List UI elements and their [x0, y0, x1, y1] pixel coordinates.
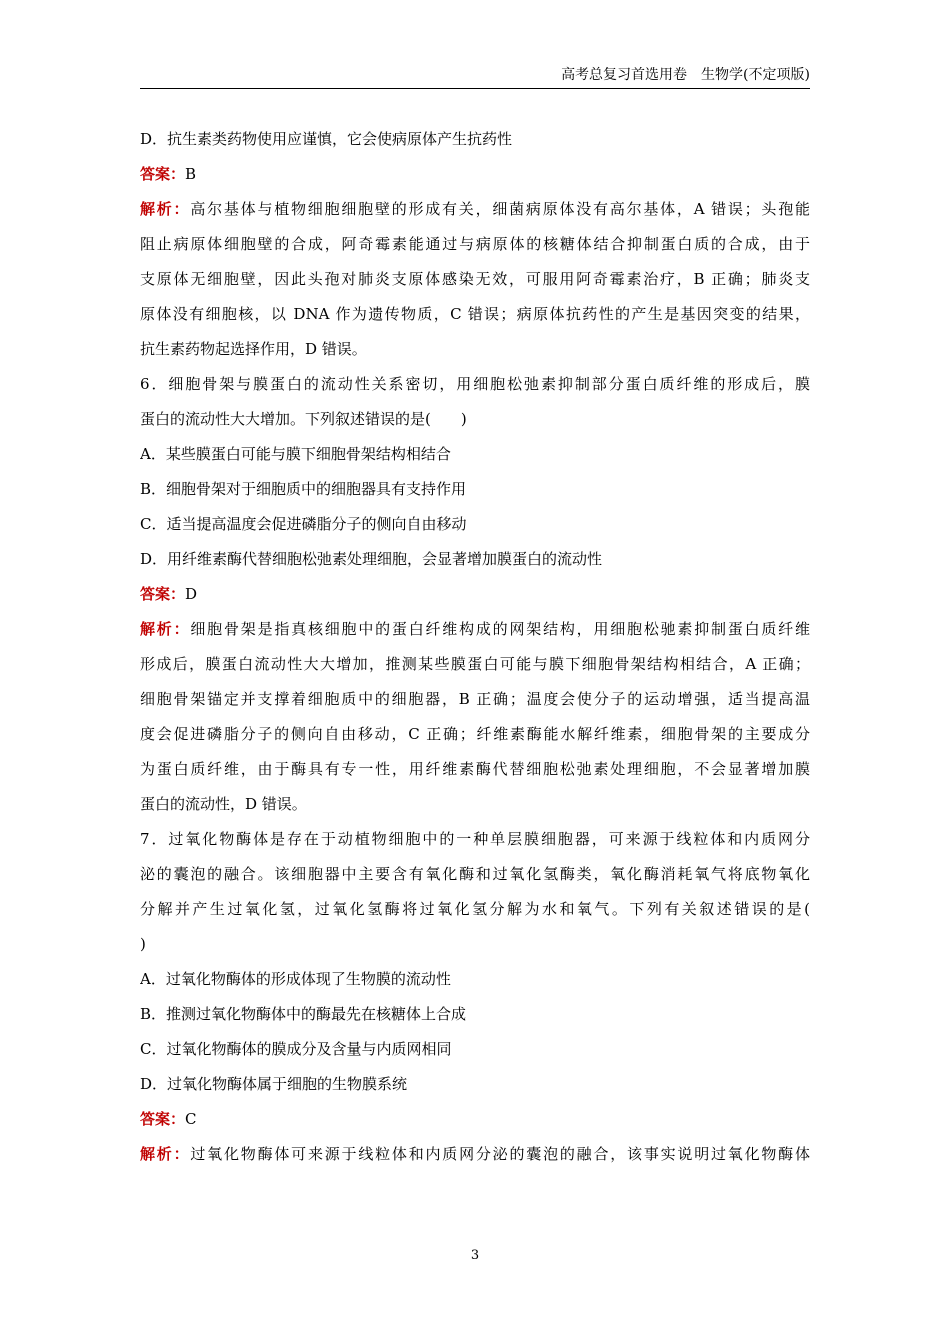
q6-option-b: B．细胞骨架对于细胞质中的细胞器具有支持作用 [140, 480, 467, 498]
document-body [140, 122, 810, 1172]
q6-analysis-line: 形成后，膜蛋白流动性大大增加，推测某些膜蛋白可能与膜下细胞骨架结构相结合，A 正确； [140, 655, 810, 673]
answer-value: B [185, 165, 197, 183]
q5-option-d: D．抗生素类药物使用应谨慎，它会使病原体产生抗药性 [140, 130, 513, 148]
answer-value: D [185, 585, 198, 603]
analysis-text: 细胞骨架是指真核细胞中的蛋白纤维构成的网架结构，用细胞松驰素抑制蛋白质纤维 [190, 620, 810, 638]
q6-option-d: D．用纤维素酶代替细胞松弛素处理细胞，会显著增加膜蛋白的流动性 [140, 550, 603, 568]
page-header: 高考总复习首选用卷 生物学(不定项版) [561, 67, 810, 83]
q7-option-d: D．过氧化物酶体属于细胞的生物膜系统 [140, 1075, 408, 1093]
q7-answer [140, 1102, 810, 1137]
q5-analysis-line: 支原体无细胞壁，因此头孢对肺炎支原体感染无效，可服用阿奇霉素治疗，B 正确；肺炎支 [140, 270, 810, 288]
answer-value: C [185, 1110, 197, 1128]
q5-answer [140, 157, 810, 192]
q6-analysis-line [140, 612, 810, 647]
q6-answer [140, 577, 810, 612]
q7-option-b: B．推测过氧化物酶体中的酶最先在核糖体上合成 [140, 1005, 467, 1023]
q6-analysis-line: 蛋白的流动性，D 错误。 [140, 795, 307, 813]
q5-analysis-line [140, 192, 810, 227]
q5-analysis-line: 阻止病原体细胞壁的合成，阿奇霉素能通过与病原体的核糖体结合抑制蛋白质的合成，由于 [140, 235, 810, 253]
answer-label: 答案： [140, 165, 186, 183]
q7-stem-line: 分解并产生过氧化氢，过氧化氢酶将过氧化氢分解为水和氧气。下列有关叙述错误的是( [140, 900, 810, 918]
q7-stem-line: 7．过氧化物酶体是存在于动植物细胞中的一种单层膜细胞器，可来源于线粒体和内质网分 [140, 830, 810, 848]
q7-stem-line: 泌的囊泡的融合。该细胞器中主要含有氧化酶和过氧化氢酶类，氧化酶消耗氧气将底物氧化 [140, 865, 810, 883]
analysis-label: 解析： [140, 1145, 191, 1163]
answer-label: 答案： [140, 1110, 186, 1128]
page-number: 3 [470, 1248, 480, 1263]
q6-analysis-line: 细胞骨架锚定并支撑着细胞质中的细胞器，B 正确；温度会使分子的运动增强，适当提高温 [140, 690, 810, 708]
q7-analysis-line [140, 1137, 810, 1172]
q6-stem-line: 蛋白的流动性大大增加。下列叙述错误的是( ) [140, 410, 467, 428]
q6-option-c: C．适当提高温度会促进磷脂分子的侧向自由移动 [140, 515, 467, 533]
q6-analysis-line: 为蛋白质纤维，由于酶具有专一性，用纤维素酶代替细胞松弛素处理细胞，不会显著增加膜 [140, 760, 810, 778]
header-divider [140, 88, 810, 89]
q6-stem-line: 6．细胞骨架与膜蛋白的流动性关系密切，用细胞松弛素抑制部分蛋白质纤维的形成后，膜 [140, 375, 810, 393]
analysis-label: 解析： [140, 200, 191, 218]
q5-analysis-line: 原体没有细胞核，以 DNA 作为遗传物质，C 错误；病原体抗药性的产生是基因突变的结果， [140, 305, 810, 323]
q6-option-a: A．某些膜蛋白可能与膜下细胞骨架结构相结合 [140, 445, 451, 463]
analysis-text: 高尔基体与植物细胞细胞壁的形成有关，细菌病原体没有高尔基体，A 错误；头孢能 [190, 200, 810, 218]
q7-option-c: C．过氧化物酶体的膜成分及含量与内质网相同 [140, 1040, 452, 1058]
q7-option-a: A．过氧化物酶体的形成体现了生物膜的流动性 [140, 970, 451, 988]
q5-analysis-line: 抗生素药物起选择作用，D 错误。 [140, 340, 367, 358]
answer-label: 答案： [140, 585, 186, 603]
q7-stem-line: ) [140, 935, 146, 953]
analysis-text: 过氧化物酶体可来源于线粒体和内质网分泌的囊泡的融合，该事实说明过氧化物酶体 [190, 1145, 810, 1163]
analysis-label: 解析： [140, 620, 191, 638]
q6-analysis-line: 度会促进磷脂分子的侧向自由移动，C 正确；纤维素酶能水解纤维素，细胞骨架的主要成分 [140, 725, 810, 743]
